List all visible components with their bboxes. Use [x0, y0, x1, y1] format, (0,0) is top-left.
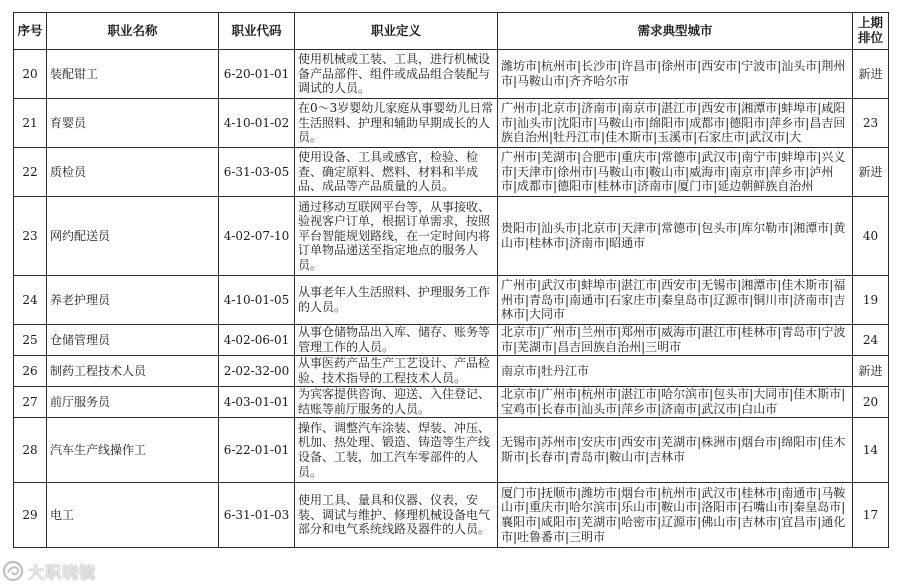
table-row — [14, 148, 889, 197]
occupation-code: 6-31-01-03 — [219, 483, 295, 548]
occupation-definition: 从事老年人生活照料、护理服务工作的人员。 — [295, 276, 498, 325]
previous-rank: 20 — [853, 387, 889, 418]
typical-cities: 广州市|武汉市|蚌埠市|湛江市|西安市|无锡市|湘潭市|佳木斯市|福州市|青岛市|南通市|石家庄市|秦皇岛市|辽源市|铜川市|济南市|吉林市|大同市 — [498, 276, 853, 325]
occupation-name: 前厅服务员 — [47, 387, 219, 418]
header-index: 序号 — [14, 13, 47, 50]
table-row — [14, 99, 889, 148]
table-header-row — [14, 13, 889, 50]
row-index: 26 — [14, 356, 47, 387]
typical-cities: 贵阳市|汕头市|北京市|天津市|常德市|包头市|库尔勒市|湘潭市|黄山市|桂林市|济南市|昭通市 — [498, 197, 853, 276]
previous-rank: 新进 — [853, 148, 889, 197]
table-row — [14, 483, 889, 548]
typical-cities: 厦门市|抚顺市|潍坊市|烟台市|杭州市|武汉市|桂林市|南通市|马鞍山市|重庆市|哈尔滨市|乐山市|鞍山市|洛阳市|石嘴山市|秦皇岛市|襄阳市|咸阳市|芜湖市|哈密市|辽源市|佛山市|吉林市|宜昌市|通化市|吐鲁番市|三明市 — [498, 483, 853, 548]
row-index: 24 — [14, 276, 47, 325]
occupation-definition: 通过移动互联网平台等，从事接收、验视客户订单，根据订单需求，按照平台智能规划路线，在一定时间内将订单物品递送至指定地点的服务人员。 — [295, 197, 498, 276]
row-index: 27 — [14, 387, 47, 418]
header-occupation-name: 职业名称 — [47, 13, 219, 50]
occupation-code: 4-02-07-10 — [219, 197, 295, 276]
swirl-logo-icon — [2, 560, 24, 582]
occupation-definition: 使用机械或工装、工具，进行机械设备产品部件、组件或成品组合装配与调试的人员。 — [295, 50, 498, 99]
typical-cities: 北京市|广州市|兰州市|郑州市|威海市|湛江市|桂林市|青岛市|宁波市|芜湖市|昌吉回族自治州|三明市 — [498, 325, 853, 356]
typical-cities: 广州市|芜湖市|合肥市|重庆市|常德市|武汉市|南宁市|蚌埠市|兴义市|天津市|徐州市|马鞍山市|鞍山市|威海市|南京市|萍乡市|泸州市|成都市|德阳市|桂林市|济南市|厦门市|延边朝鲜族自治州 — [498, 148, 853, 197]
previous-rank: 23 — [853, 99, 889, 148]
previous-rank: 新进 — [853, 356, 889, 387]
previous-rank: 新进 — [853, 50, 889, 99]
occupation-code: 6-22-01-01 — [219, 418, 295, 483]
occupation-name: 仓储管理员 — [47, 325, 219, 356]
previous-rank: 17 — [853, 483, 889, 548]
occupation-code: 6-31-03-05 — [219, 148, 295, 197]
row-index: 22 — [14, 148, 47, 197]
occupation-name: 装配钳工 — [47, 50, 219, 99]
typical-cities: 南京市|牡丹江市 — [498, 356, 853, 387]
watermark — [2, 560, 96, 582]
occupation-definition: 在0～3岁婴幼儿家庭从事婴幼儿日常生活照料、护理和辅助早期成长的人员。 — [295, 99, 498, 148]
previous-rank: 19 — [853, 276, 889, 325]
occupation-definition: 操作、调整汽车涂装、焊装、冲压、机加、热处理、锻造、铸造等生产线设备、工装，加工汽车零部件的人员。 — [295, 418, 498, 483]
occupation-definition: 使用工具、量具和仪器、仪表，安装、调试与维护、修理机械设备电气部分和电气系统线路及器件的人员。 — [295, 483, 498, 548]
occupation-code: 4-10-01-05 — [219, 276, 295, 325]
occupation-definition: 从事医药产品生产工艺设计、产品检验、技术指导的工程技术人员。 — [295, 356, 498, 387]
header-typical-cities: 需求典型城市 — [498, 13, 853, 50]
occupation-name: 制药工程技术人员 — [47, 356, 219, 387]
header-previous-rank: 上期 排位 — [853, 13, 889, 50]
typical-cities: 北京市|广州市|杭州市|湛江市|哈尔滨市|包头市|大同市|佳木斯市|宝鸡市|长春市|汕头市|萍乡市|济南市|武汉市|白山市 — [498, 387, 853, 418]
previous-rank: 40 — [853, 197, 889, 276]
row-index: 28 — [14, 418, 47, 483]
occupation-name: 汽车生产线操作工 — [47, 418, 219, 483]
occupation-name: 电工 — [47, 483, 219, 548]
occupation-definition: 从事仓储物品出入库、储存、账务等管理工作的人员。 — [295, 325, 498, 356]
occupation-definition: 使用设备、工具或感官，检验、检查、确定原料、燃料、材料和半成品、成品等产品质量的人员。 — [295, 148, 498, 197]
occupation-table — [13, 12, 889, 548]
row-index: 29 — [14, 483, 47, 548]
typical-cities: 潍坊市|杭州市|长沙市|许昌市|徐州市|西安市|宁波市|汕头市|荆州市|马鞍山市|齐齐哈尔市 — [498, 50, 853, 99]
table-row — [14, 418, 889, 483]
row-index: 21 — [14, 99, 47, 148]
table-row — [14, 276, 889, 325]
previous-rank: 14 — [853, 418, 889, 483]
table-row — [14, 50, 889, 99]
watermark-text: 大职晓镜 — [28, 562, 97, 582]
row-index: 25 — [14, 325, 47, 356]
occupation-code: 4-10-01-02 — [219, 99, 295, 148]
typical-cities: 无锡市|苏州市|安庆市|西安市|芜湖市|株洲市|烟台市|绵阳市|佳木斯市|长春市|青岛市|鞍山市|吉林市 — [498, 418, 853, 483]
occupation-name: 育婴员 — [47, 99, 219, 148]
occupation-code: 4-03-01-01 — [219, 387, 295, 418]
header-definition: 职业定义 — [295, 13, 498, 50]
occupation-code: 6-20-01-01 — [219, 50, 295, 99]
occupation-code: 4-02-06-01 — [219, 325, 295, 356]
table-row — [14, 356, 889, 387]
occupation-name: 网约配送员 — [47, 197, 219, 276]
occupation-definition: 为宾客提供咨询、迎送、入住登记、结账等前厅服务的人员。 — [295, 387, 498, 418]
header-occupation-code: 职业代码 — [219, 13, 295, 50]
table-row — [14, 197, 889, 276]
previous-rank: 24 — [853, 325, 889, 356]
typical-cities: 广州市|北京市|济南市|南京市|湛江市|西安市|湘潭市|蚌埠市|咸阳市|汕头市|沈阳市|马鞍山市|绵阳市|成都市|德阳市|萍乡市|昌吉回族自治州|牡丹江市|佳木斯市|玉溪市|石家庄市|武汉市|大 — [498, 99, 853, 148]
occupation-code: 2-02-32-00 — [219, 356, 295, 387]
table-row — [14, 387, 889, 418]
row-index: 23 — [14, 197, 47, 276]
table-row — [14, 325, 889, 356]
occupation-name: 质检员 — [47, 148, 219, 197]
row-index: 20 — [14, 50, 47, 99]
occupation-name: 养老护理员 — [47, 276, 219, 325]
